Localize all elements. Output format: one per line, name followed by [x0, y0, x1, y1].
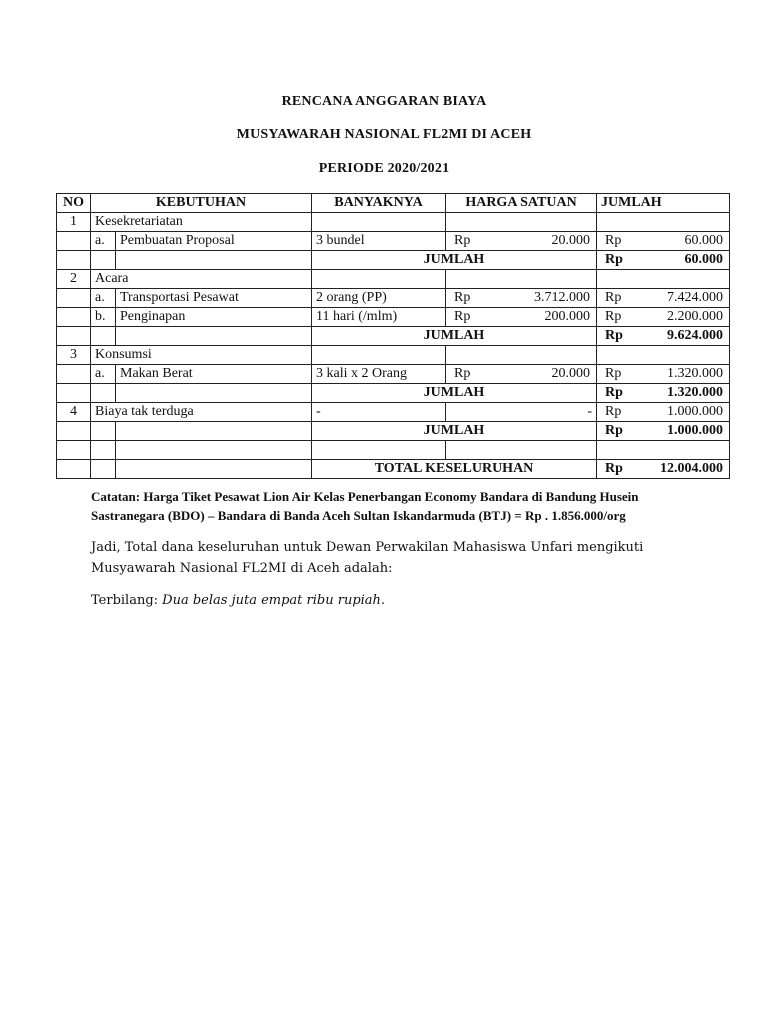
- item-qty: 3 kali x 2 Orang: [312, 365, 446, 384]
- section-name: Kesekretariatan: [91, 213, 312, 232]
- subtotal-value: 1.320.000: [667, 385, 723, 400]
- subtotal-amount: [597, 327, 730, 346]
- summary-paragraph: Jadi, Total dana keseluruhan untuk Dewan Perwakilan Mahasiswa Unfari mengikuti Musyawarah Nasional FL2MI di Aceh adalah:: [91, 540, 644, 576]
- subtotal-row: [57, 251, 730, 270]
- subtotal-label: JUMLAH: [312, 422, 597, 441]
- note-text: Catatan: Harga Tiket Pesawat Lion Air Kelas Penerbangan Economy Bandara di Bandung Husein Sastranegara (BDO) – Bandara di Banda Aceh Sultan Iskandarmuda (BTJ) = Rp . 1.856.000/org: [91, 489, 639, 523]
- item-letter: a.: [91, 232, 116, 251]
- currency-label: Rp: [605, 290, 622, 305]
- item-row: [57, 232, 730, 251]
- item-qty: 3 bundel: [312, 232, 446, 251]
- item-amount: [597, 289, 730, 308]
- subtotal-amount: [597, 384, 730, 403]
- section-row: [57, 270, 730, 289]
- item-amount: [597, 365, 730, 384]
- item-name: Transportasi Pesawat: [116, 289, 312, 308]
- item-amount: [597, 403, 730, 422]
- item-name: Makan Berat: [116, 365, 312, 384]
- section-number: 3: [57, 346, 91, 365]
- currency-label: Rp: [605, 404, 622, 419]
- item-name: Pembuatan Proposal: [116, 232, 312, 251]
- header-jumlah: JUMLAH: [597, 194, 730, 213]
- item-price: [446, 365, 597, 384]
- item-price: [446, 289, 597, 308]
- item-amount: [597, 308, 730, 327]
- table-header-row: [57, 194, 730, 213]
- currency-label: Rp: [454, 309, 471, 324]
- budget-table: [56, 193, 730, 479]
- header-harga-satuan: HARGA SATUAN: [446, 194, 597, 213]
- section-name: Biaya tak terduga: [91, 403, 312, 422]
- item-amount: [597, 232, 730, 251]
- item-price: -: [446, 403, 597, 422]
- currency-label: Rp: [605, 252, 623, 267]
- section-row: [57, 346, 730, 365]
- currency-label: Rp: [605, 309, 622, 324]
- item-price: [446, 232, 597, 251]
- terbilang-line: [91, 590, 385, 611]
- document-period: PERIODE 2020/2021: [318, 161, 450, 176]
- price-value: 3.712.000: [534, 290, 590, 305]
- section-name: Konsumsi: [91, 346, 312, 365]
- item-name: Penginapan: [116, 308, 312, 327]
- amount-value: 1.320.000: [667, 366, 723, 381]
- header-kebutuhan: KEBUTUHAN: [91, 194, 312, 213]
- section-row: [57, 403, 730, 422]
- subtotal-label: JUMLAH: [312, 251, 597, 270]
- item-row: [57, 308, 730, 327]
- document-title: RENCANA ANGGARAN BIAYA: [281, 94, 487, 109]
- subtotal-amount: [597, 251, 730, 270]
- subtotal-row: [57, 422, 730, 441]
- amount-value: 1.000.000: [667, 404, 723, 419]
- item-qty: -: [312, 403, 446, 422]
- subtotal-value: 9.624.000: [667, 328, 723, 343]
- subtotal-value: 1.000.000: [667, 423, 723, 438]
- item-letter: b.: [91, 308, 116, 327]
- section-number: 1: [57, 213, 91, 232]
- subtotal-amount: [597, 422, 730, 441]
- currency-label: Rp: [605, 385, 623, 400]
- grand-total-row: [57, 460, 730, 479]
- section-row: [57, 213, 730, 232]
- grand-total-value: 12.004.000: [660, 461, 723, 476]
- currency-label: Rp: [454, 290, 471, 305]
- subtotal-value: 60.000: [684, 252, 723, 267]
- terbilang-value: Dua belas juta empat ribu rupiah.: [162, 593, 386, 608]
- grand-total-label: TOTAL KESELURUHAN: [312, 460, 597, 479]
- header-banyaknya: BANYAKNYA: [312, 194, 446, 213]
- empty-row: [57, 441, 730, 460]
- item-price: [446, 308, 597, 327]
- subtotal-label: JUMLAH: [312, 384, 597, 403]
- grand-total-amount: [597, 460, 730, 479]
- terbilang-label: Terbilang:: [91, 593, 159, 608]
- price-value: 200.000: [544, 309, 590, 324]
- currency-label: Rp: [605, 423, 623, 438]
- amount-value: 2.200.000: [667, 309, 723, 324]
- item-row: [57, 289, 730, 308]
- price-value: 20.000: [551, 366, 590, 381]
- subtotal-label: JUMLAH: [312, 327, 597, 346]
- subtotal-row: [57, 327, 730, 346]
- item-qty: 11 hari (/mlm): [312, 308, 446, 327]
- currency-label: Rp: [605, 233, 622, 248]
- currency-label: Rp: [605, 366, 622, 381]
- document-subtitle: MUSYAWARAH NASIONAL FL2MI DI ACEH: [236, 127, 532, 142]
- section-name: Acara: [91, 270, 312, 289]
- price-value: 20.000: [551, 233, 590, 248]
- amount-value: 7.424.000: [667, 290, 723, 305]
- currency-label: Rp: [605, 328, 623, 343]
- section-number: 4: [57, 403, 91, 422]
- currency-label: Rp: [605, 461, 623, 476]
- item-letter: a.: [91, 365, 116, 384]
- item-qty: 2 orang (PP): [312, 289, 446, 308]
- subtotal-row: [57, 384, 730, 403]
- section-number: 2: [57, 270, 91, 289]
- header-no: NO: [57, 194, 91, 213]
- currency-label: Rp: [454, 233, 471, 248]
- item-letter: a.: [91, 289, 116, 308]
- item-row: [57, 365, 730, 384]
- currency-label: Rp: [454, 366, 471, 381]
- amount-value: 60.000: [684, 233, 723, 248]
